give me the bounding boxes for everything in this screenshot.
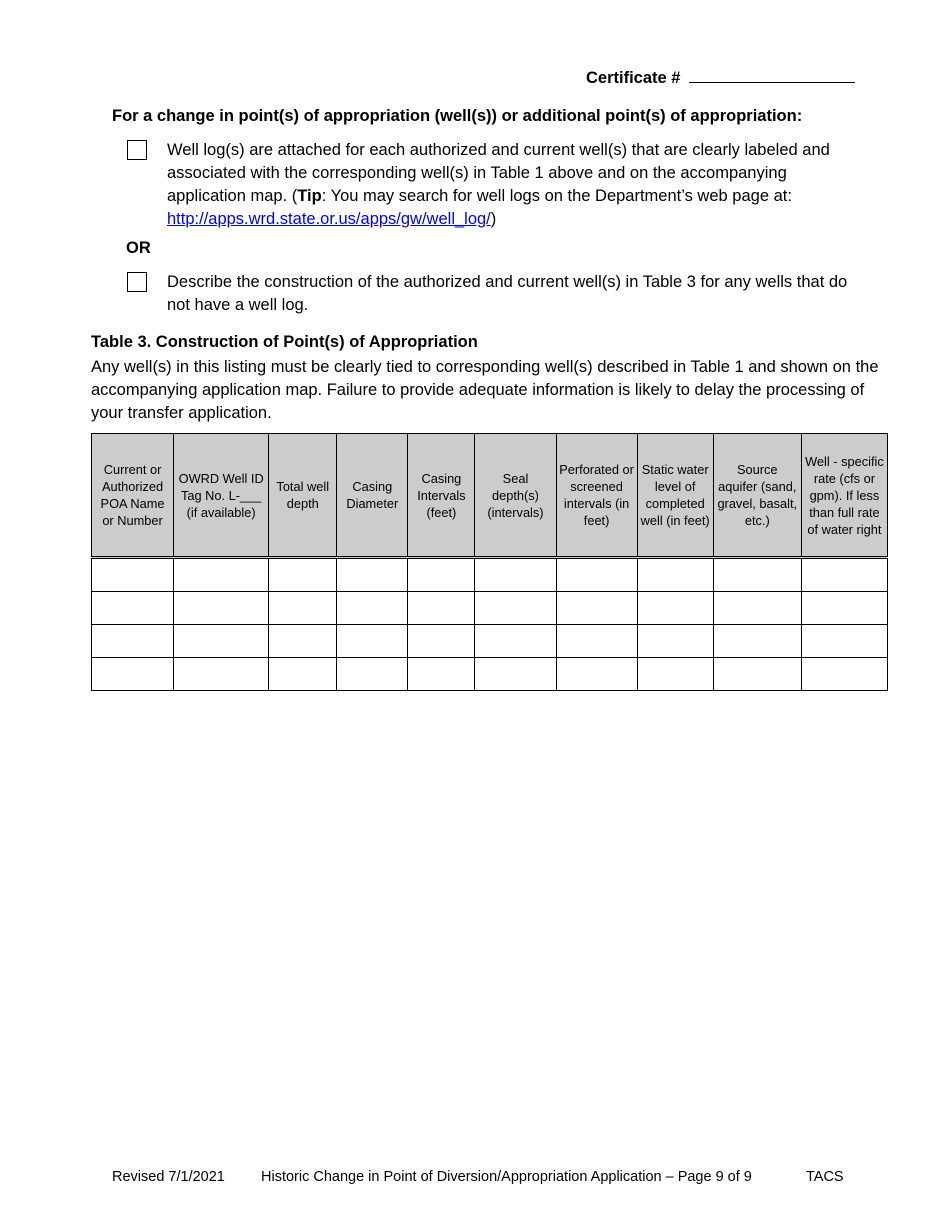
well-log-attached-checkbox[interactable] (127, 140, 147, 160)
table-cell[interactable] (801, 658, 887, 691)
certificate-label: Certificate # (586, 69, 681, 87)
table-cell[interactable] (269, 558, 337, 592)
table-cell[interactable] (408, 592, 475, 625)
table-cell[interactable] (475, 625, 556, 658)
section-heading: For a change in point(s) of appropriation (well(s)) or additional point(s) of appropriation: (112, 107, 803, 125)
table-cell[interactable] (713, 625, 801, 658)
table-cell[interactable] (556, 592, 637, 625)
table-cell[interactable] (174, 592, 269, 625)
table-cell[interactable] (556, 658, 637, 691)
table-cell[interactable] (801, 592, 887, 625)
table-header-row (92, 434, 888, 558)
table-cell[interactable] (337, 658, 408, 691)
table-cell[interactable] (92, 592, 174, 625)
describe-construction-checkbox[interactable] (127, 272, 147, 292)
table-cell[interactable] (475, 658, 556, 691)
footer-code: TACS (806, 1169, 844, 1185)
col-casing-intervals: Casing Intervals (feet) (408, 434, 475, 558)
table-cell[interactable] (475, 558, 556, 592)
table-cell[interactable] (475, 592, 556, 625)
certificate-number (586, 66, 855, 88)
option-well-log-text: Well log(s) are attached for each authorized and current well(s) that are clearly labeled and associated with the corresponding well(s) in Table 1 above and on the accompanying application map. (Tip: You may search for well logs on the Department’s web page at: http://apps.wrd.state.or.us/apps/gw/well_log/) (167, 141, 830, 228)
table3-description: Any well(s) in this listing must be clearly tied to corresponding well(s) described in Table 1 and shown on the accompanying application map. Failure to provide adequate information is likely to delay the processing of your transfer application. (91, 358, 879, 422)
table-cell[interactable] (408, 625, 475, 658)
footer-title: Historic Change in Point of Diversion/Appropriation Application – Page 9 of 9 (261, 1169, 752, 1185)
option-describe-text: Describe the construction of the authorized and current well(s) in Table 3 for any wells that do not have a well log. (167, 273, 848, 314)
col-well-rate: Well - specific rate (cfs or gpm). If less than full rate of water right (801, 434, 887, 558)
well-log-link[interactable]: http://apps.wrd.state.or.us/apps/gw/well_log/ (167, 210, 491, 228)
table-cell[interactable] (269, 658, 337, 691)
table-cell[interactable] (174, 658, 269, 691)
footer-revised: Revised 7/1/2021 (112, 1169, 225, 1185)
table-cell[interactable] (556, 558, 637, 592)
table-cell[interactable] (637, 658, 713, 691)
col-static-water: Static water level of completed well (in feet) (637, 434, 713, 558)
col-source-aquifer: Source aquifer (sand, gravel, basalt, etc.) (713, 434, 801, 558)
table-cell[interactable] (713, 592, 801, 625)
table-cell[interactable] (637, 625, 713, 658)
col-owrd-tag: OWRD Well ID Tag No. L-___ (if available) (174, 434, 269, 558)
table-cell[interactable] (337, 592, 408, 625)
table-cell[interactable] (801, 558, 887, 592)
table-row (92, 658, 888, 691)
table-cell[interactable] (92, 658, 174, 691)
table-cell[interactable] (637, 558, 713, 592)
col-perforated: Perforated or screened intervals (in feet) (556, 434, 637, 558)
table-cell[interactable] (174, 625, 269, 658)
col-total-depth: Total well depth (269, 434, 337, 558)
col-casing-diameter: Casing Diameter (337, 434, 408, 558)
table-cell[interactable] (337, 558, 408, 592)
table-cell[interactable] (337, 625, 408, 658)
table-cell[interactable] (801, 625, 887, 658)
table-row (92, 625, 888, 658)
tip-label: Tip (297, 187, 322, 205)
table-cell[interactable] (637, 592, 713, 625)
table-cell[interactable] (174, 558, 269, 592)
table-row (92, 592, 888, 625)
table-cell[interactable] (408, 558, 475, 592)
table-cell[interactable] (556, 625, 637, 658)
table-cell[interactable] (92, 625, 174, 658)
certificate-number-field[interactable] (689, 66, 855, 83)
col-poa-name: Current or Authorized POA Name or Number (92, 434, 174, 558)
table-row (92, 558, 888, 592)
table-cell[interactable] (92, 558, 174, 592)
table3-construction (91, 433, 888, 691)
table-cell[interactable] (269, 625, 337, 658)
table-cell[interactable] (269, 592, 337, 625)
table-cell[interactable] (713, 658, 801, 691)
table-cell[interactable] (408, 658, 475, 691)
table3-title: Table 3. Construction of Point(s) of Appropriation (91, 333, 478, 351)
or-label: OR (126, 239, 151, 257)
col-seal-depth: Seal depth(s) (intervals) (475, 434, 556, 558)
table-cell[interactable] (713, 558, 801, 592)
